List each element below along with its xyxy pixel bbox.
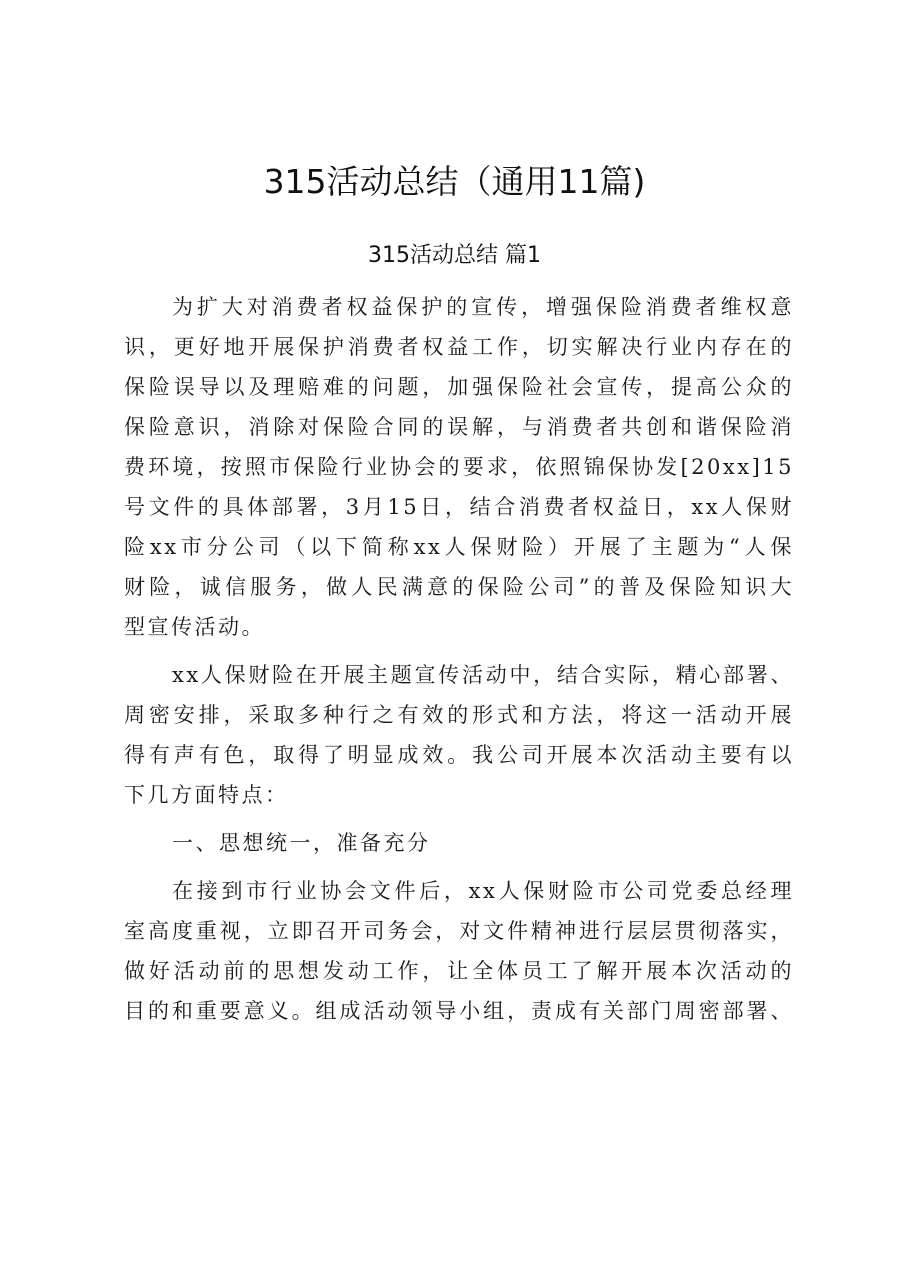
text-line: 得有声有色，取得了明显成效。我公司开展本次活动主要有以 xyxy=(124,743,794,767)
text-line: xx人保财险在开展主题宣传活动中，结合实际，精心部署、 xyxy=(172,663,794,687)
text-line: 室高度重视，立即召开司务会，对文件精神进行层层贯彻落实， xyxy=(124,919,794,943)
document-title: 315活动总结（通用11篇) xyxy=(263,162,646,201)
text-line: 目的和重要意义。组成活动领导小组，责成有关部门周密部署、 xyxy=(124,999,794,1023)
text-line: 识，更好地开展保护消费者权益工作，切实解决行业内存在的 xyxy=(124,335,794,359)
paragraph-2 xyxy=(124,655,794,815)
text-line: 保险意识，消除对保险合同的误解，与消费者共创和谐保险消 xyxy=(124,415,794,439)
text-line: 费环境，按照市保险行业协会的要求，依照锦保协发[20xx]15 xyxy=(124,455,794,479)
document-body xyxy=(124,287,794,1031)
text-line: 型宣传活动。 xyxy=(124,615,265,639)
text-line: 财险，诚信服务，做人民满意的保险公司”的普及保险知识大 xyxy=(124,575,794,599)
text-line: 做好活动前的思想发动工作，让全体员工了解开展本次活动的 xyxy=(124,959,794,983)
text-line: 在接到市行业协会文件后，xx人保财险市公司党委总经理 xyxy=(172,879,794,903)
text-line: 保险误导以及理赔难的问题，加强保险社会宣传，提高公众的 xyxy=(124,375,794,399)
text-line: 周密安排，采取多种行之有效的形式和方法，将这一活动开展 xyxy=(124,703,794,727)
text-line: 险xx市分公司（以下简称xx人保财险）开展了主题为“人保 xyxy=(124,535,794,559)
text-line: 一、思想统一，准备充分 xyxy=(172,831,431,855)
text-line: 号文件的具体部署，3月15日，结合消费者权益日，xx人保财 xyxy=(124,495,794,519)
text-line: 为扩大对消费者权益保护的宣传，增强保险消费者维权意 xyxy=(172,295,794,319)
section-heading: 315活动总结 篇1 xyxy=(368,243,541,268)
text-line: 下几方面特点： xyxy=(124,783,289,807)
section-heading-1 xyxy=(124,823,794,863)
paragraph-3 xyxy=(124,871,794,1031)
paragraph-1 xyxy=(124,287,794,647)
